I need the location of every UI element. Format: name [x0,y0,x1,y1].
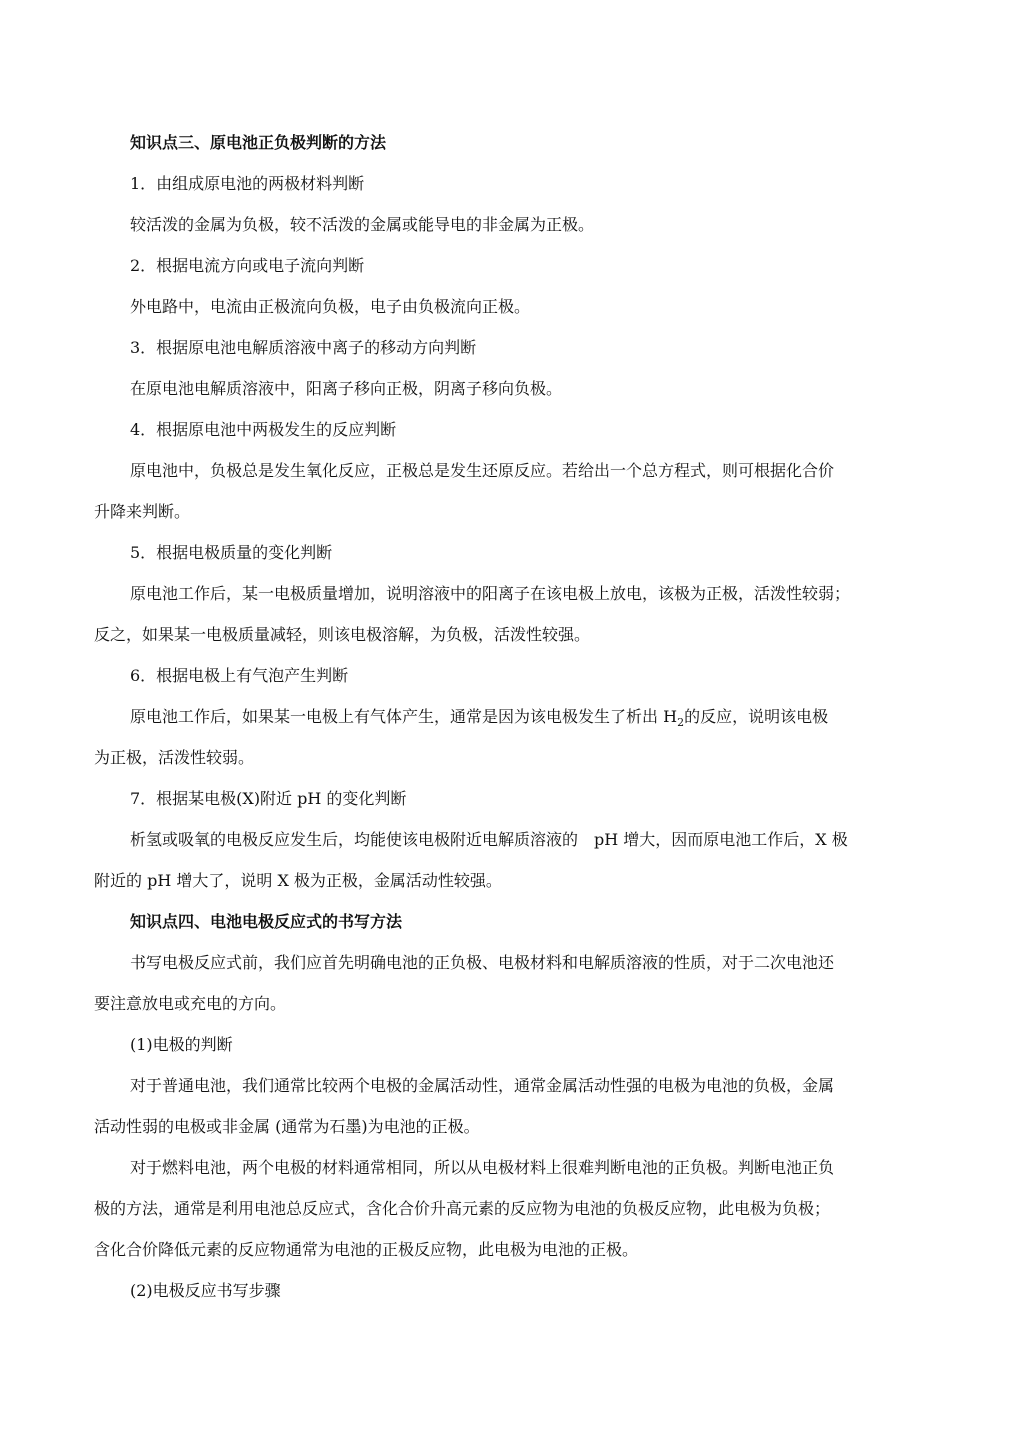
subsection-heading: (1)电极的判断 [130,1035,233,1054]
text-part: 的反应，说明该电极 [684,707,829,726]
formula-subscript: 2 [677,716,685,729]
paragraph-text: 极的方法，通常是利用电池总反应式，含化合价升高元素的反应物为电池的负极反应物，此电极为负极； [94,1199,831,1218]
paragraph-text: 对于燃料电池，两个电极的材料通常相同，所以从电极材料上很难判断电池的正负极。判断电池正负 [130,1158,835,1177]
subsection-heading: (2)电极反应书写步骤 [130,1281,281,1300]
paragraph-text: 对于普通电池，我们通常比较两个电极的金属活动性，通常金属活动性强的电极为电池的负极，金属 [130,1076,835,1095]
item-heading: 3．根据原电池电解质溶液中离子的移动方向判断 [130,338,477,357]
item-heading: 2．根据电流方向或电子流向判断 [130,256,365,275]
paragraph-text: 要注意放电或充电的方向。 [94,994,287,1013]
h2-formula [663,707,685,729]
item-heading: 4．根据原电池中两极发生的反应判断 [130,420,397,439]
item-heading: 5．根据电极质量的变化判断 [130,543,333,562]
item-heading: 7．根据某电极(X)附近 pH 的变化判断 [130,789,407,808]
item-text: 原电池中，负极总是发生氧化反应，正极总是发生还原反应。若给出一个总方程式，则可根据化合价 [130,461,835,480]
item-heading: 6．根据电极上有气泡产生判断 [130,666,349,685]
item-text: 析氢或吸氧的电极反应发生后，均能使该电极附近电解质溶液的 pH 增大，因而原电池工作后，X 极 [130,830,848,849]
formula-main: H [663,707,678,726]
paragraph-text: 含化合价降低元素的反应物通常为电池的正极反应物，此电极为电池的正极。 [94,1240,639,1259]
item-text: 附近的 pH 增大了，说明 X 极为正极，金属活动性较强。 [94,871,502,890]
item-text [130,706,828,728]
item-text: 原电池工作后，某一电极质量增加，说明溶液中的阳离子在该电极上放电，该极为正极，活泼性较弱； [130,584,851,603]
item-text: 升降来判断。 [94,502,191,521]
text-part: 原电池工作后，如果某一电极上有气体产生，通常是因为该电极发生了析出 [130,707,659,726]
section-title: 知识点三、原电池正负极判断的方法 [130,133,387,152]
item-text: 在原电池电解质溶液中，阳离子移向正极，阴离子移向负极。 [130,379,563,398]
paragraph-text: 活动性弱的电极或非金属 (通常为石墨)为电池的正极。 [94,1117,480,1136]
paragraph-text: 书写电极反应式前，我们应首先明确电池的正负极、电极材料和电解质溶液的性质，对于二次电池还 [130,953,835,972]
section-title: 知识点四、电池电极反应式的书写方法 [130,912,403,931]
item-text: 反之，如果某一电极质量减轻，则该电极溶解，为负极，活泼性较强。 [94,625,591,644]
item-heading: 1．由组成原电池的两极材料判断 [130,174,365,193]
item-text: 较活泼的金属为负极，较不活泼的金属或能导电的非金属为正极。 [130,215,595,234]
item-text: 为正极，活泼性较弱。 [94,748,255,767]
item-text: 外电路中，电流由正极流向负极，电子由负极流向正极。 [130,297,531,316]
